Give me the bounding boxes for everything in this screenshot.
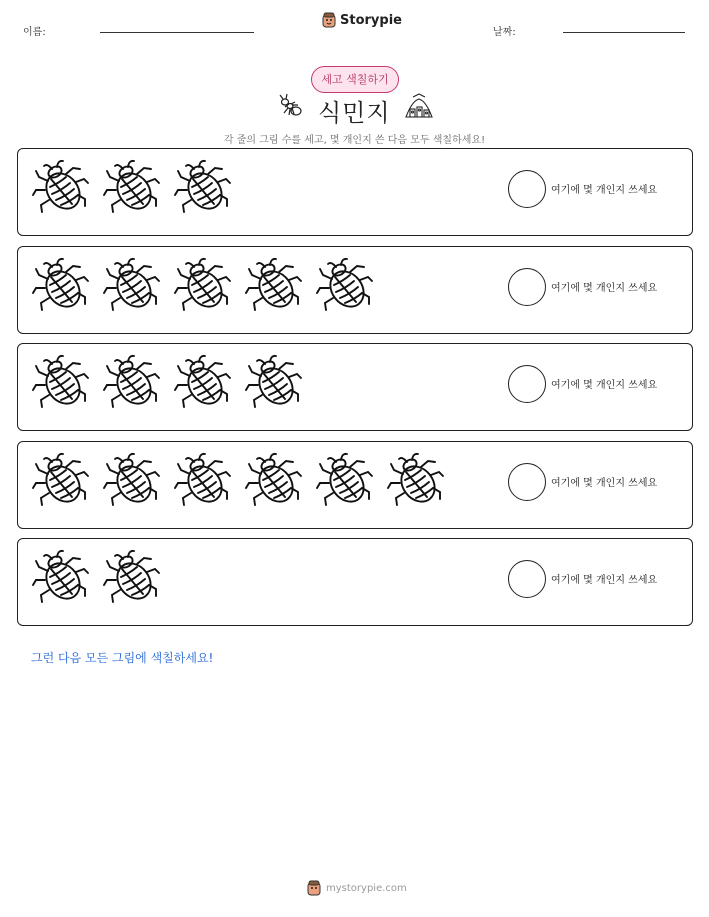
worksheet-badge: 세고 색칠하기 <box>311 66 399 93</box>
answer-circle[interactable] <box>508 560 546 598</box>
answer-circle[interactable] <box>508 463 546 501</box>
answer-circle[interactable] <box>508 365 546 403</box>
beetle-icon[interactable] <box>30 547 92 609</box>
beetle-icon[interactable] <box>172 157 234 219</box>
answer-prompt: 여기에 몇 개인지 쓰세요 <box>551 185 658 196</box>
counting-row <box>17 148 693 236</box>
anthill-icon <box>404 93 434 119</box>
brand-logo <box>322 12 402 28</box>
beetle-icon[interactable] <box>101 450 163 512</box>
site-url[interactable]: mystorypie.com <box>326 882 407 894</box>
beetle-icon[interactable] <box>314 450 376 512</box>
date-line[interactable] <box>563 32 685 33</box>
beetle-icon[interactable] <box>101 547 163 609</box>
beetle-icon[interactable] <box>243 255 305 317</box>
answer-prompt: 여기에 몇 개인지 쓰세요 <box>551 282 658 294</box>
date-label: 날짜: <box>493 27 516 38</box>
answer-prompt: 여기에 몇 개인지 쓰세요 <box>551 380 658 391</box>
name-label: 이름: <box>23 27 46 38</box>
brand-name: Storypie <box>340 12 402 28</box>
page-title: 식민지 <box>318 99 391 127</box>
site-footer <box>307 880 407 896</box>
storypie-mascot-icon <box>307 880 321 896</box>
beetle-icon[interactable] <box>172 352 234 414</box>
ant-icon <box>277 93 303 119</box>
counting-row <box>17 343 693 431</box>
beetle-icon[interactable] <box>243 450 305 512</box>
counting-row <box>17 441 693 529</box>
beetle-icon[interactable] <box>314 255 376 317</box>
answer-circle[interactable] <box>508 170 546 208</box>
beetle-icon[interactable] <box>172 450 234 512</box>
beetle-icon[interactable] <box>101 157 163 219</box>
beetle-icon[interactable] <box>101 352 163 414</box>
beetle-icon[interactable] <box>30 352 92 414</box>
beetle-icon[interactable] <box>30 157 92 219</box>
beetle-icon[interactable] <box>30 450 92 512</box>
closing-instruction: 그런 다음 모든 그림에 색칠하세요! <box>31 651 214 665</box>
beetle-icon[interactable] <box>385 450 447 512</box>
beetle-icon[interactable] <box>243 352 305 414</box>
beetle-icon[interactable] <box>172 255 234 317</box>
beetle-icon[interactable] <box>101 255 163 317</box>
counting-row <box>17 246 693 334</box>
answer-prompt: 여기에 몇 개인지 쓰세요 <box>551 575 658 586</box>
beetle-icon[interactable] <box>30 255 92 317</box>
answer-prompt: 여기에 몇 개인지 쓰세요 <box>551 477 658 489</box>
counting-row <box>17 538 693 626</box>
storypie-mascot-icon <box>322 12 336 28</box>
instruction-text: 각 줄의 그림 수를 세고, 몇 개인지 쓴 다음 모두 색칠하세요! <box>223 135 486 146</box>
answer-circle[interactable] <box>508 268 546 306</box>
name-line[interactable] <box>100 32 254 33</box>
